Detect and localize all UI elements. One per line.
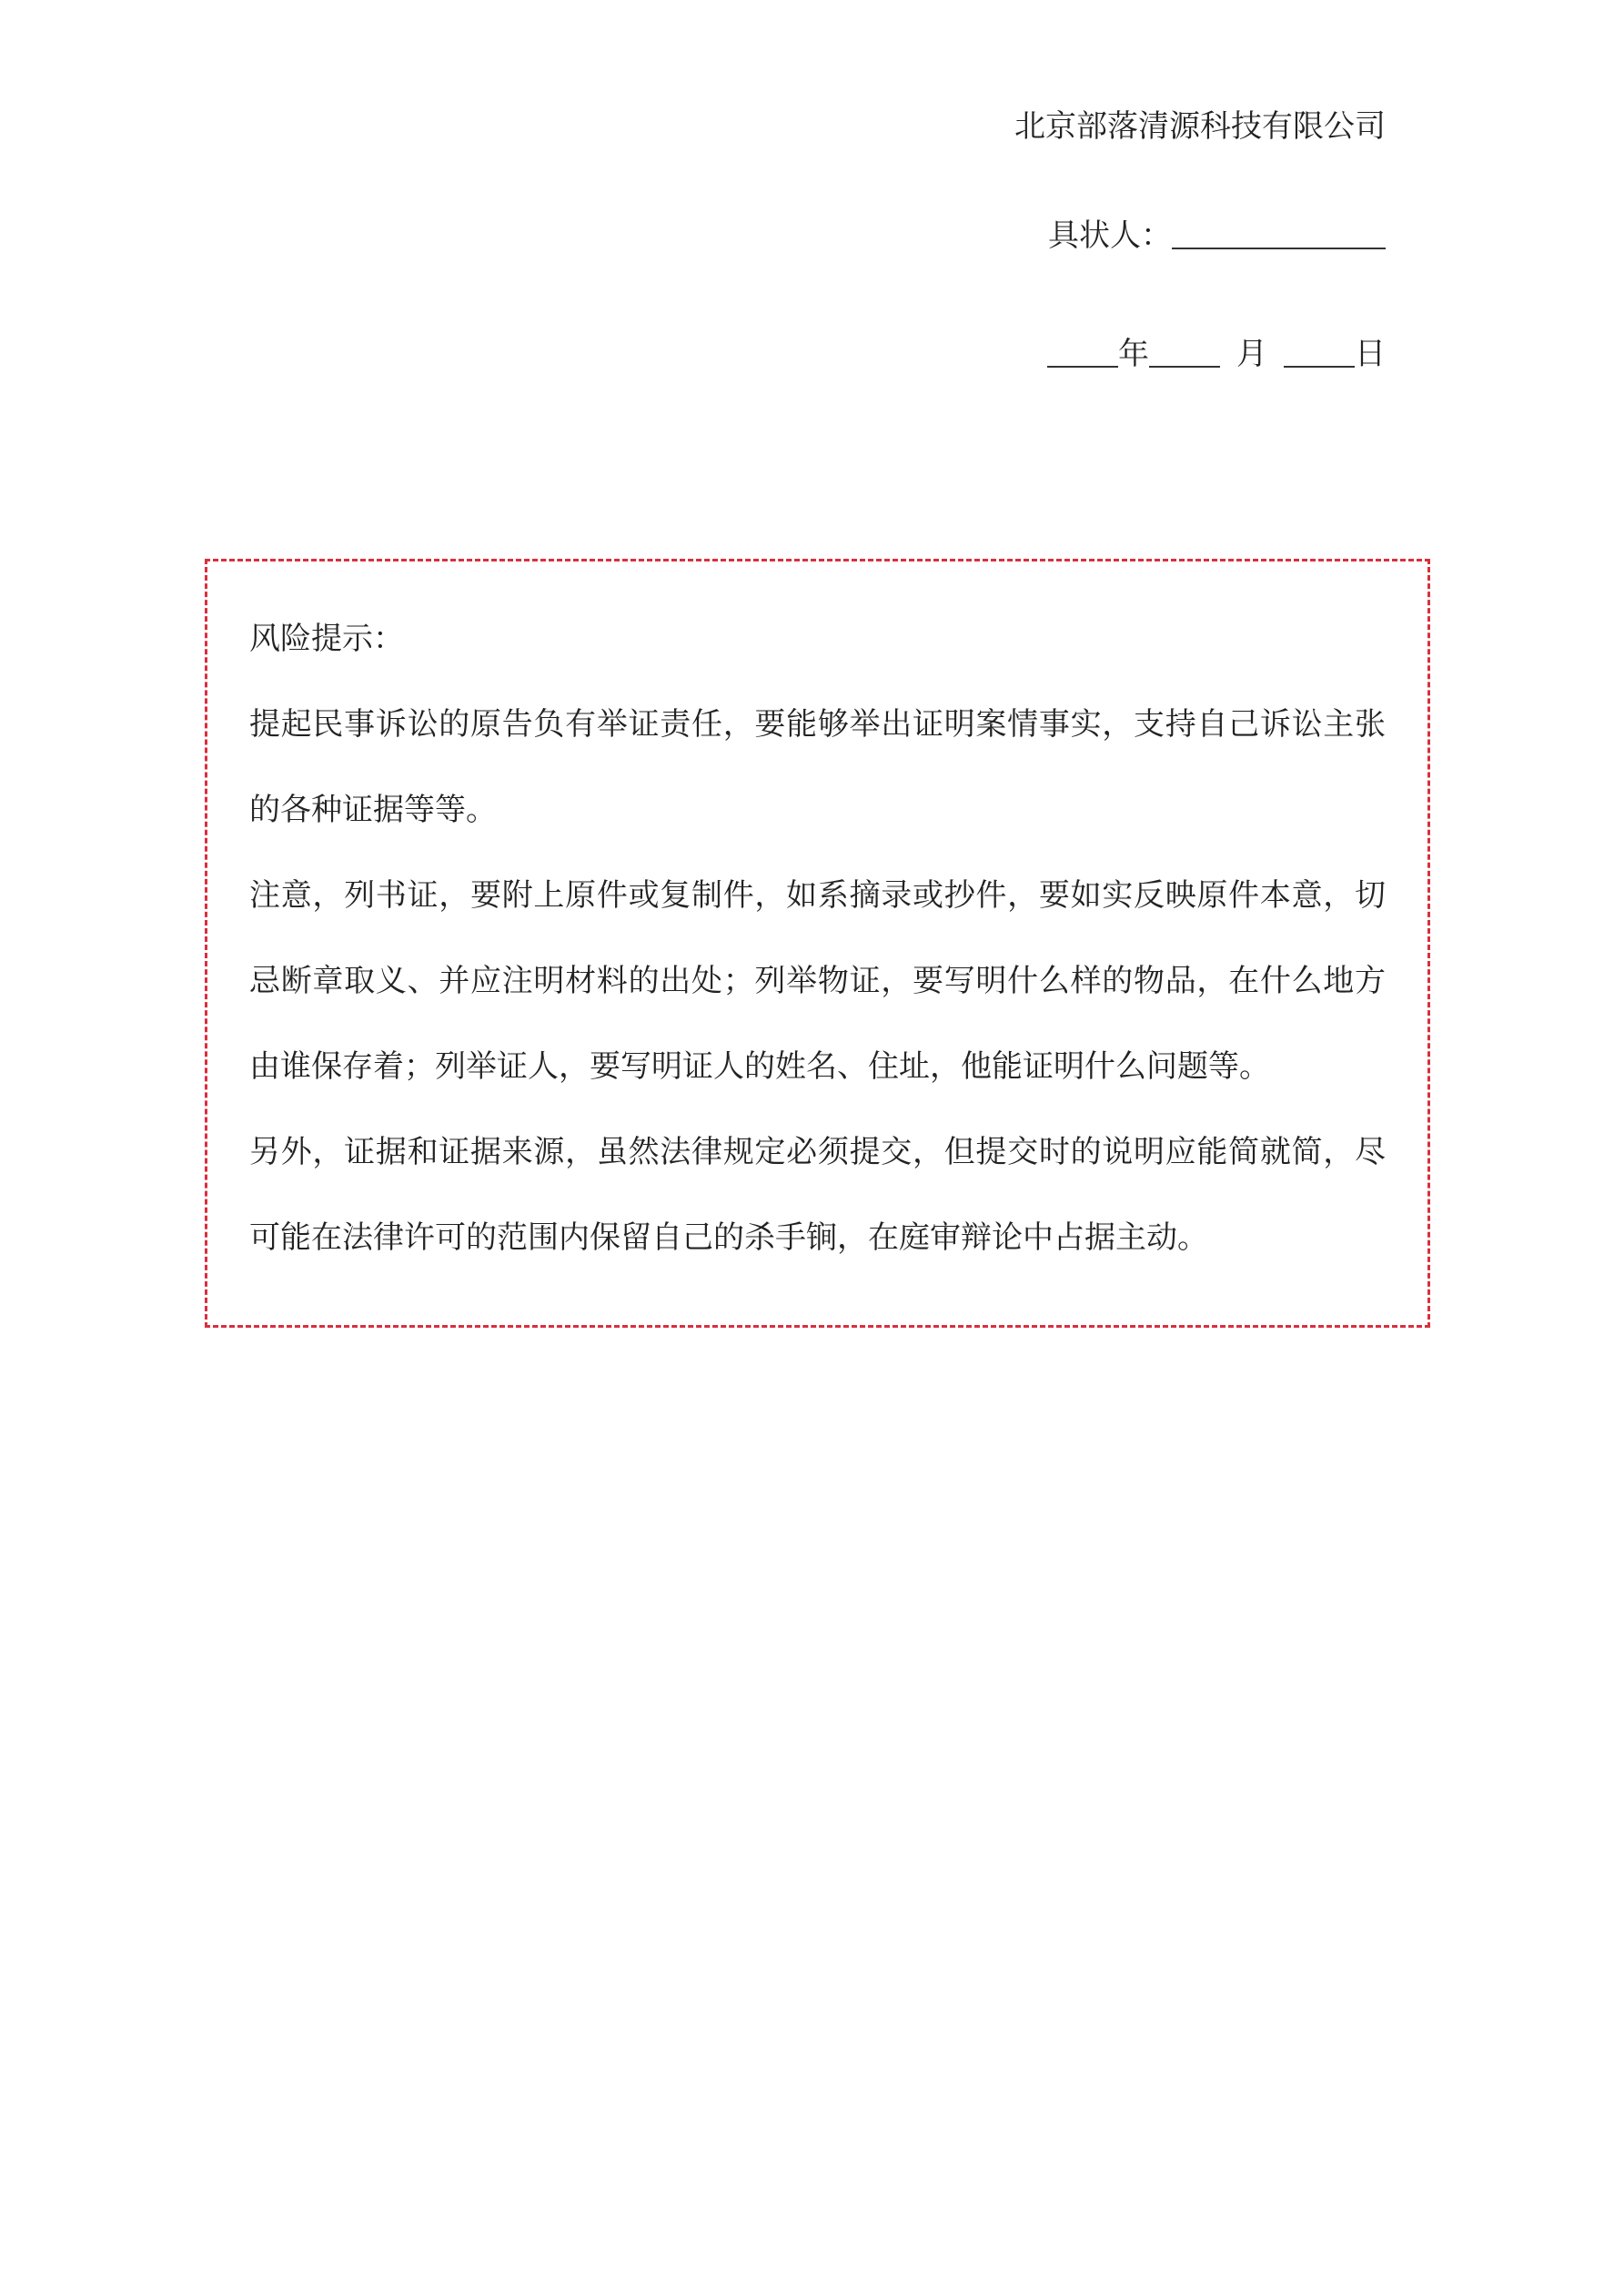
- month-label: 月: [1236, 336, 1267, 372]
- company-name: 北京部落清源科技有限公司: [1014, 108, 1386, 145]
- signer-blank: [1172, 220, 1386, 249]
- risk-paragraph-1: 提起民事诉讼的原告负有举证责任，要能够举出证明案情事实，支持自己诉讼主张的各种证据等等。: [249, 706, 1386, 828]
- month-blank: [1149, 339, 1220, 368]
- risk-paragraph-2: 注意，列书证，要附上原件或复制件，如系摘录或抄件，要如实反映原件本意，切忌断章取义、并应注明材料的出处；列举物证，要写明什么样的物品，在什么地方由谁保存着；列举证人，要写明证人的姓名、住址，他能证明什么问题等。: [249, 877, 1386, 1085]
- risk-paragraph-3: 另外，证据和证据来源，虽然法律规定必须提交，但提交时的说明应能简就简，尽可能在法律许可的范围内保留自己的杀手锏，在庭审辩论中占据主动。: [249, 1134, 1386, 1256]
- signer-label: 具状人：: [1048, 217, 1172, 254]
- year-blank: [1047, 339, 1118, 368]
- year-label: 年: [1118, 336, 1149, 372]
- risk-notice-title: 风险提示：: [249, 621, 404, 657]
- date-line: [1047, 336, 1386, 372]
- day-blank: [1284, 339, 1355, 368]
- risk-notice-box: [205, 559, 1430, 1328]
- signer-line: [1048, 217, 1386, 254]
- day-label: 日: [1355, 336, 1386, 372]
- signature-block: [1004, 108, 1386, 372]
